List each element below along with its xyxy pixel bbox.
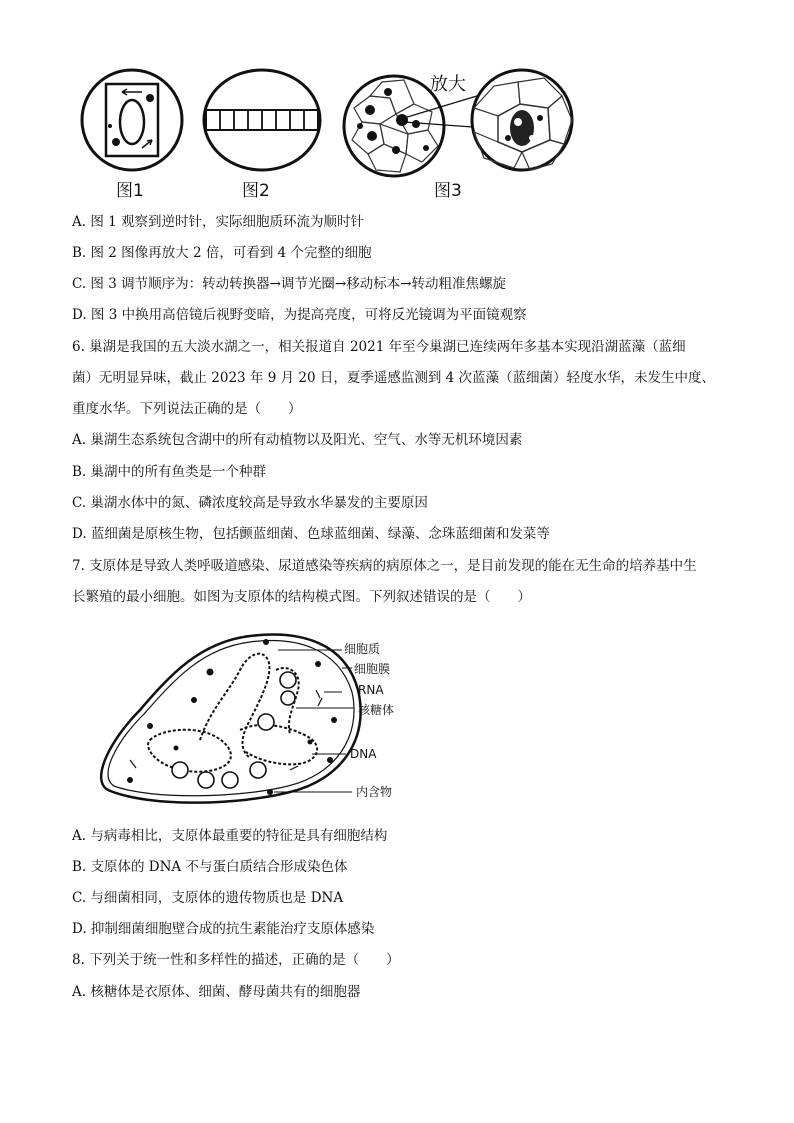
label-cytoplasm: 细胞质 xyxy=(344,642,381,656)
label-cell-membrane: 细胞膜 xyxy=(354,662,391,676)
q8-stem: 8. 下列关于统一性和多样性的描述，正确的是（ ） xyxy=(72,952,400,968)
q7-option-a: A. 与病毒相比，支原体最重要的特征是具有细胞结构 xyxy=(72,828,388,844)
figure1-field xyxy=(82,70,182,170)
label-dna: DNA xyxy=(350,747,377,761)
q8-option-a: A. 核糖体是衣原体、细菌、酵母菌共有的细胞器 xyxy=(72,984,361,1000)
q5-option-a: A. 图 1 观察到逆时针，实际细胞质环流为顺时针 xyxy=(72,214,365,230)
label-rna: RNA xyxy=(358,683,384,697)
q7-option-b: B. 支原体的 DNA 不与蛋白质结合形成染色体 xyxy=(72,859,348,875)
q6-stem-line-2: 菌）无明显异味，截止 2023 年 9 月 20 日，夏季遥感监测到 4 次蓝藻（蓝细菌）轻度水华，未发生中度、 xyxy=(72,370,716,386)
q6-option-d: D. 蓝细菌是原核生物，包括颤蓝细菌、色球蓝细菌、绿藻、念珠蓝细菌和发菜等 xyxy=(72,526,550,542)
mycoplasma-diagram xyxy=(90,630,420,810)
q7-option-c: C. 与细菌相同，支原体的遗传物质也是 DNA xyxy=(72,890,344,906)
microscope-figures xyxy=(70,68,590,208)
q5-option-c: C. 图 3 调节顺序为：转动转换器→调节光圈→移动标本→转动粗准焦螺旋 xyxy=(72,276,507,292)
q6-stem-line-3: 重度水华。下列说法正确的是（ ） xyxy=(72,401,302,417)
figure2-field xyxy=(204,70,320,170)
q5-option-b: B. 图 2 图像再放大 2 倍，可看到 4 个完整的细胞 xyxy=(72,245,372,261)
figure3-label: 图3 xyxy=(434,181,462,201)
figure1-label: 图1 xyxy=(116,181,144,201)
label-inclusion: 内含物 xyxy=(356,785,393,799)
label-ribosome: 核糖体 xyxy=(358,703,395,717)
q7-option-d: D. 抑制细菌细胞壁合成的抗生素能治疗支原体感染 xyxy=(72,921,375,937)
figure3-zoom-label: 放大 xyxy=(430,74,466,95)
q7-stem-line-2: 长繁殖的最小细胞。如图为支原体的结构模式图。下列叙述错误的是（ ） xyxy=(72,589,531,605)
figure3-low-power-field xyxy=(344,76,490,176)
q6-option-b: B. 巢湖中的所有鱼类是一个种群 xyxy=(72,464,267,480)
microscope-fields-drawing xyxy=(70,68,590,178)
q5-option-d: D. 图 3 中换用高倍镜后视野变暗，为提高亮度，可将反光镜调为平面镜观察 xyxy=(72,307,527,323)
q6-option-c: C. 巢湖水体中的氮、磷浓度较高是导致水华暴发的主要原因 xyxy=(72,495,428,511)
q6-stem-line-1: 6. 巢湖是我国的五大淡水湖之一，相关报道自 2021 年至今巢湖已连续两年多基本实现沿湖蓝藻（蓝细 xyxy=(72,339,686,355)
figure3-magnified-field xyxy=(472,70,572,170)
q7-stem-line-1: 7. 支原体是导致人类呼吸道感染、尿道感染等疾病的病原体之一，是目前发现的能在无生命的培养基中生 xyxy=(72,558,697,574)
figure2-label: 图2 xyxy=(242,181,270,201)
q6-option-a: A. 巢湖生态系统包含湖中的所有动植物以及阳光、空气、水等无机环境因素 xyxy=(72,432,523,448)
